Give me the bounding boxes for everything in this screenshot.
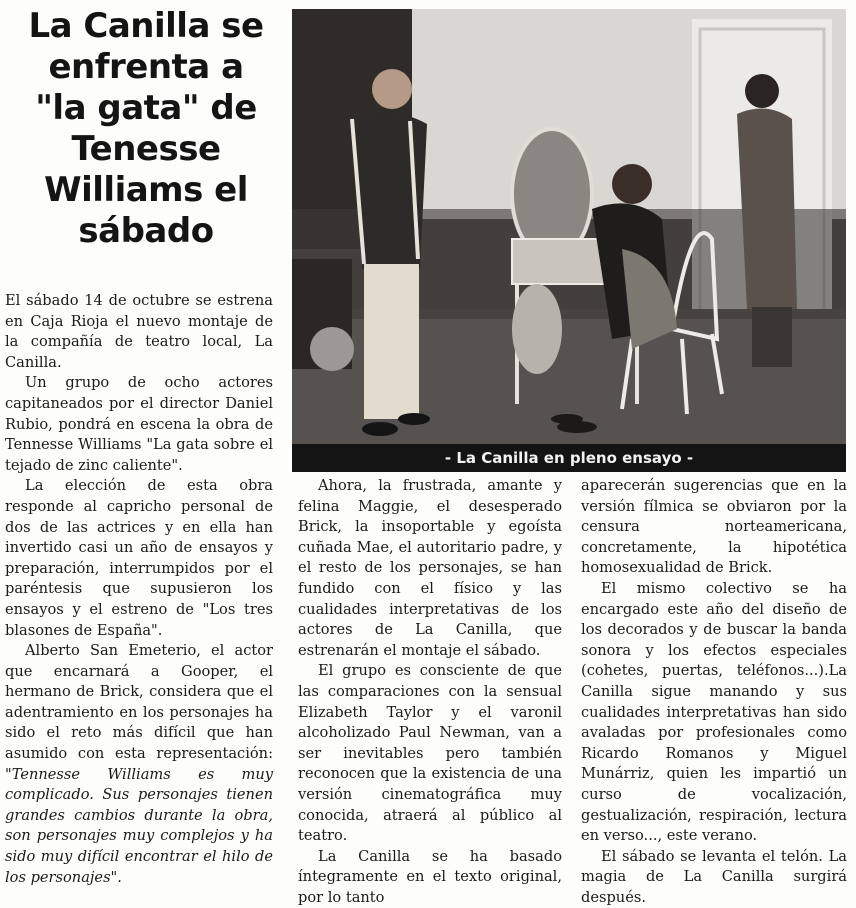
headline-line: "la gata" de xyxy=(35,88,257,128)
paragraph: El sábado 14 de octubre se estrena en Caja Rioja el nuevo montaje de la compañía de teatro local, La Canilla. xyxy=(5,292,273,371)
article-column-3 xyxy=(581,476,847,908)
photo-caption: - La Canilla en pleno ensayo - xyxy=(292,444,846,472)
rehearsal-scene-image xyxy=(292,9,846,472)
paragraph: La Canilla se ha basado íntegramente en el texto original, por lo tanto xyxy=(298,847,562,906)
paragraph: La elección de esta obra responde al capricho personal de dos de las actrices y en ella han invertido casi un año de ensayos y preparación, interrumpidos por el paréntesis que supusieron los ensayos y el estreno de "Los tres blasones de España". xyxy=(5,477,273,639)
headline-line: Tenesse xyxy=(71,129,221,169)
paragraph-text: Alberto San Emeterio, el actor que encarnará a Gooper, el hermano de Brick, considera que el adentramiento en los personajes ha sido el reto más difícil que han asumido con esta representación: xyxy=(5,642,273,763)
headline-line: La Canilla se xyxy=(28,6,264,46)
headline-line: enfrenta a xyxy=(48,47,244,87)
quote-text: "Tennesse Williams es muy complicado. Sus personajes tienen grandes cambios durante la obra, son personajes muy complejos y ha sido muy difícil encontrar el hilo de los personajes". xyxy=(5,765,273,886)
article-column-2 xyxy=(298,476,562,908)
paragraph: El mismo colectivo se ha encargado este año del diseño de los decorados y de buscar la banda sonora y los efectos especiales (cohetes, puertas, teléfonos...).La Canilla sigue manando y sus cualidades interpretativas han sido avaladas por profesionales como Ricardo Romanos y Miguel Munárriz, quien les impartió un curso de vocalización, gestualización, respiración, lectura en verso..., este verano. xyxy=(581,579,847,845)
headline-line: Williams el xyxy=(44,170,248,210)
article-column-1 xyxy=(5,291,273,888)
paragraph xyxy=(5,641,273,888)
paragraph: aparecerán sugerencias que en la versión fílmica se obviaron por la censura norteamericana, concretamente, la hipotética homosexualidad de Brick. xyxy=(581,477,847,577)
paragraph: El sábado se levanta el telón. La magia de La Canilla surgirá después. xyxy=(581,847,847,906)
paragraph: Un grupo de ocho actores capitaneados por el director Daniel Rubio, pondrá en escena la obra de Tennesse Williams "La gata sobre el tejado de zinc caliente". xyxy=(5,374,273,474)
paragraph: El grupo es consciente de que las comparaciones con la sensual Elizabeth Taylor y el varonil alcoholizado Paul Newman, van a ser inevitables pero también reconocen que la existencia de una versión cinematográfica muy conocida, atraerá al público al teatro. xyxy=(298,662,562,845)
headline xyxy=(8,6,284,252)
rehearsal-photo xyxy=(292,9,846,472)
headline-line: sábado xyxy=(78,211,214,251)
paragraph: Ahora, la frustrada, amante y felina Maggie, el desesperado Brick, la insoportable y egoísta cuñada Mae, el autoritario padre, y el resto de los personajes, se han fundido con el físico y las cualidades interpretativas de los actores de La Canilla, que estrenarán el montaje el sábado. xyxy=(298,477,562,659)
